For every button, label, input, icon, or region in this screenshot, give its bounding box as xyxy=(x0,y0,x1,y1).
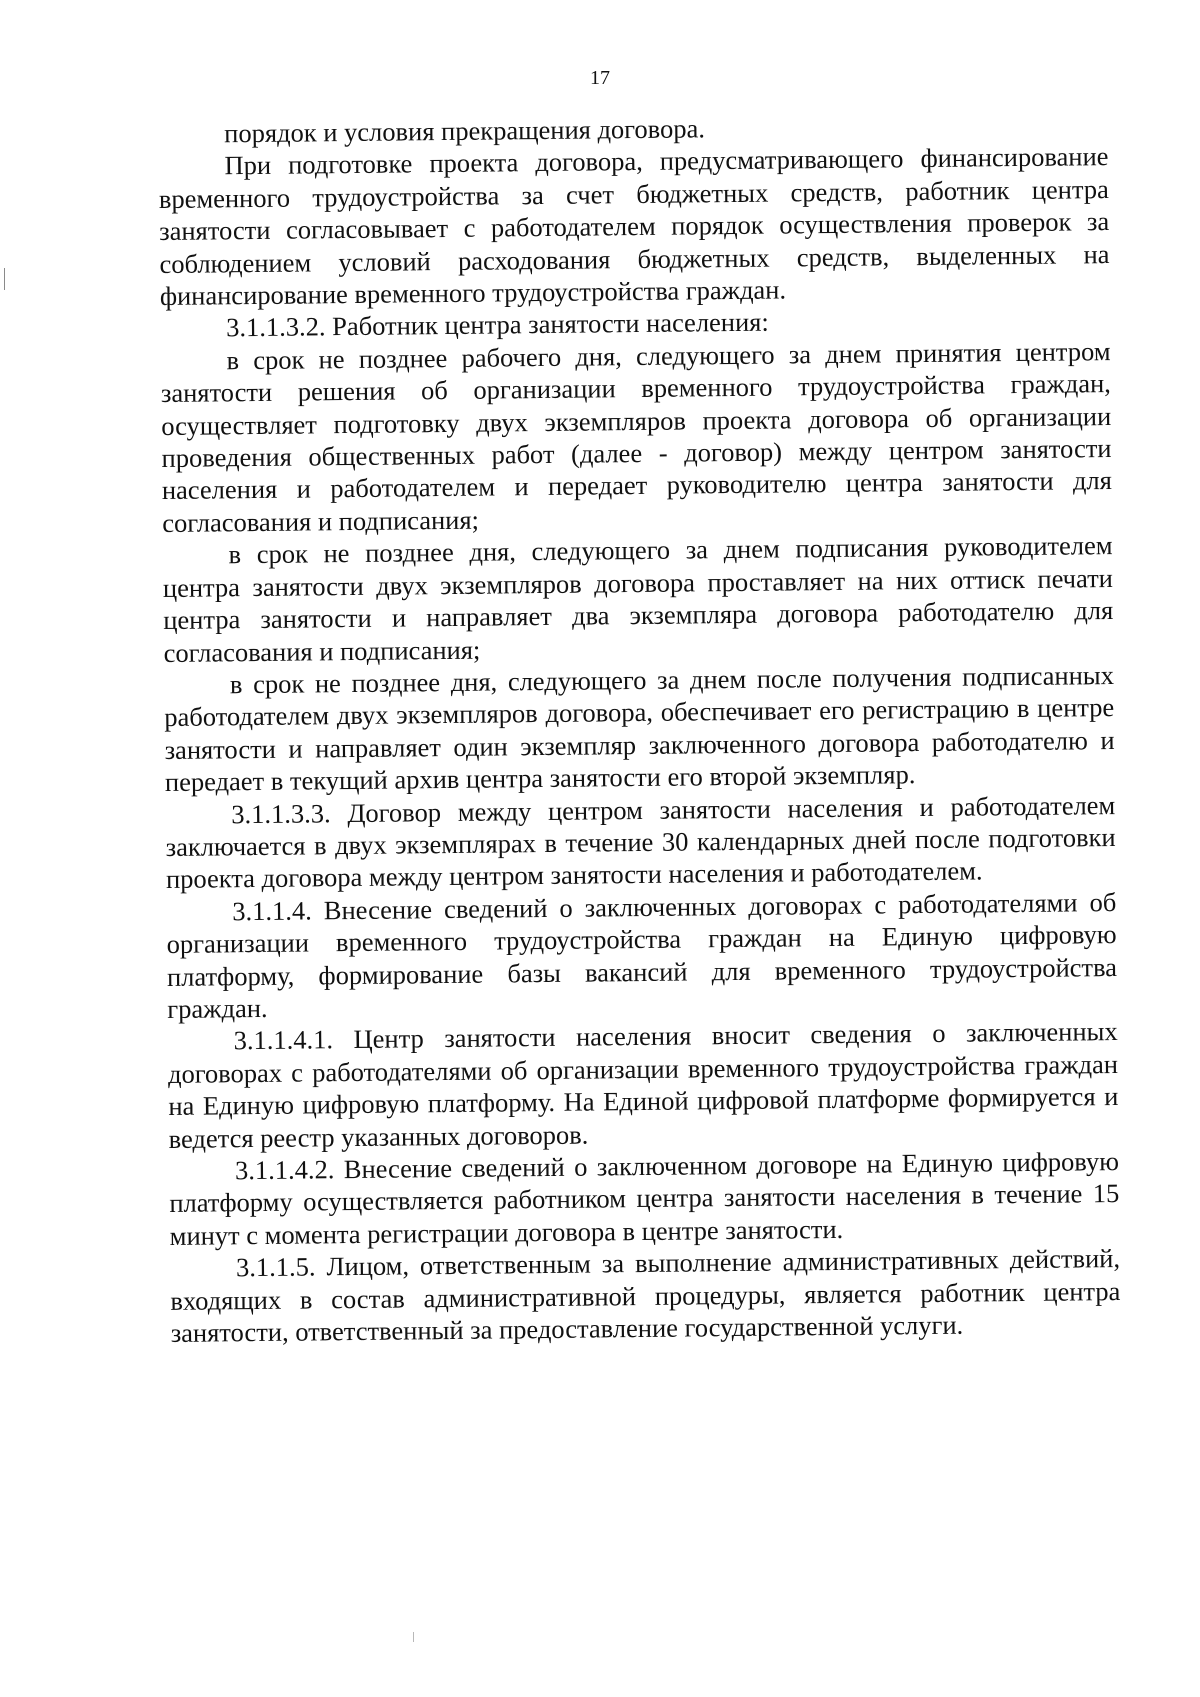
page-number: 17 xyxy=(590,67,610,89)
paragraph-3-1-1-3-3: 3.1.1.3.3. Договор между центром занятости населения и работодателем заключается в двух экземплярах в течение 30 календарных дней после подготовки проекта договора между центром занятости населения и работодателем. xyxy=(165,789,1116,895)
paragraph-seal-and-send: в срок не позднее дня, следующего за днем подписания руководителем центра занятости двух экземпляров договора проставляет на них оттиск печати центра занятости и направляет два экземпляра договора работодателю для согласования и подписания; xyxy=(162,530,1114,668)
paragraph-3-1-1-3-2-heading: 3.1.1.3.2. Работник центра занятости населения: xyxy=(226,307,769,343)
scan-edge-mark xyxy=(4,268,5,290)
paragraph-3-1-1-4-2: 3.1.1.4.2. Внесение сведений о заключенном договоре на Единую цифровую платформу осуществляется работником центра занятости населения в течение 15 минут с момента регистрации договора в центре занятости. xyxy=(169,1145,1120,1251)
scan-artifact-mark xyxy=(413,1632,414,1642)
paragraph-3-1-1-5: 3.1.1.5. Лицом, ответственным за выполнение административных действий, входящих в состав административной процедуры, является работник центра занятости, ответственный за предоставление государственной услуги. xyxy=(170,1243,1121,1348)
paragraph-termination-terms: порядок и условия прекращения договора. xyxy=(224,113,706,149)
paragraph-3-1-1-4-1: 3.1.1.4.1. Центр занятости населения вносит сведения о заключенных договорах с работодателями об организации временного трудоустройства граждан на Единую цифровую платформу. На Единой цифровой платформе формируется и ведется реестр указанных договоров. xyxy=(167,1016,1119,1154)
paragraph-budget-funding-check: При подготовке проекта договора, предусматривающего финансирование временного трудоустройства за счет бюджетных средств, работник центра занятости согласовывает с работодателем порядок осуществления проверок за соблюдением условий расходования бюджетных средств, выделенных на финансирование временного трудоустройства граждан. xyxy=(158,141,1110,312)
paragraph-draft-contract-preparation: в срок не позднее рабочего дня, следующего за днем принятия центром занятости решения об организации временного трудоустройства граждан, осуществляет подготовку двух экземпляров проекта договора об организации проведения общественных работ (далее - договор) между центром занятости населения и работодателем и передает руководителю центра занятости для согласования и подписания; xyxy=(160,335,1113,538)
paragraph-registration-archive: в срок не позднее дня, следующего за днем после получения подписанных работодателем двух экземпляров договора, обеспечивает его регистрацию в центре занятости и направляет один экземпляр заключенного договора работодателю и передает в текущий архив центра занятости его второй экземпляр. xyxy=(164,659,1115,798)
document-body xyxy=(158,108,1121,1349)
paragraph-3-1-1-4: 3.1.1.4. Внесение сведений о заключенных договорах с работодателями об организации временного трудоустройства граждан на Единую цифровую платформу, формирование базы вакансий для временного трудоустройства граждан. xyxy=(166,886,1118,1024)
